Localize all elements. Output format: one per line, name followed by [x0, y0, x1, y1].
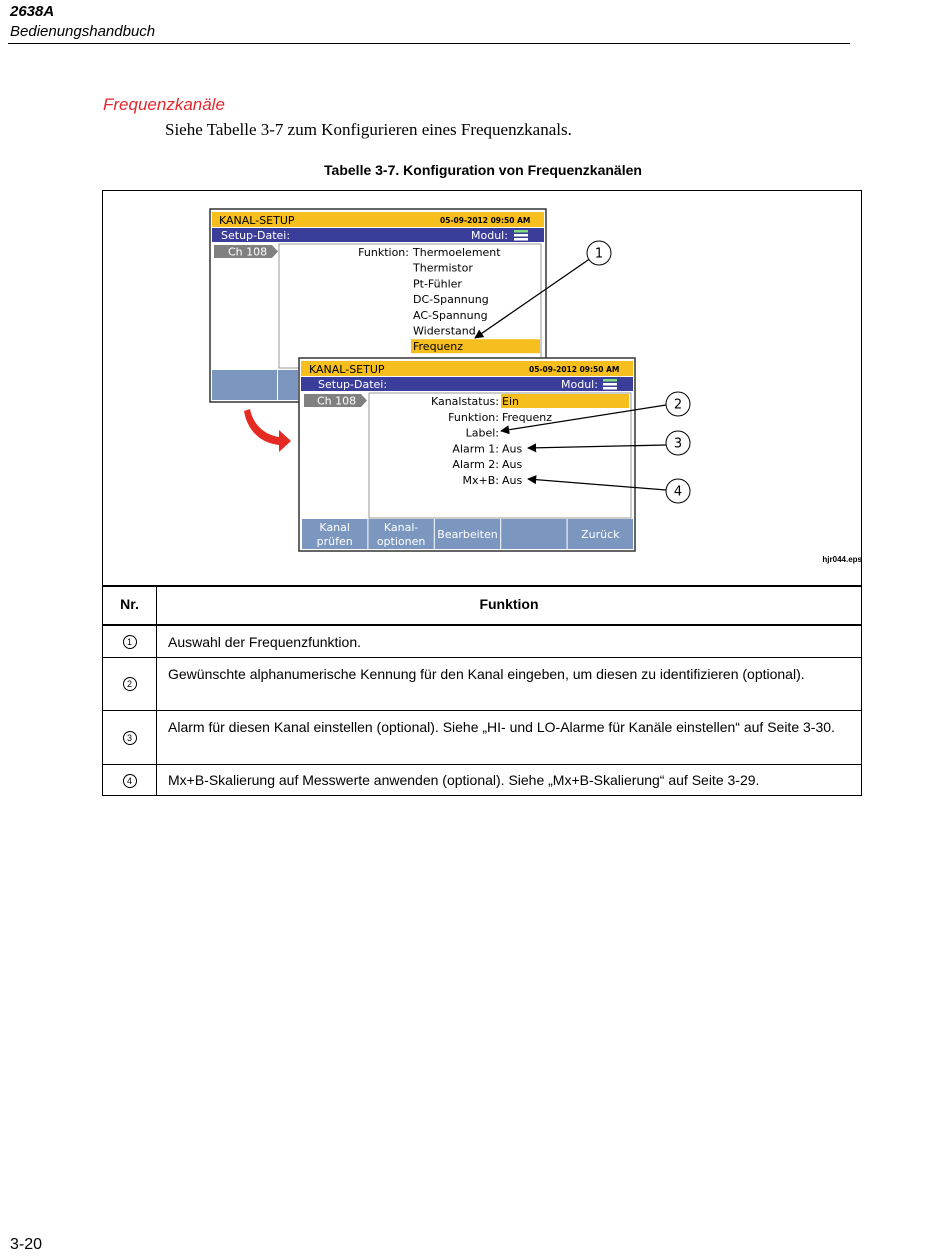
- doc-model: 2638A: [10, 3, 55, 20]
- field-value: Aus: [502, 474, 523, 487]
- back-setup-label: Setup-Datei:: [221, 229, 291, 242]
- column-header-function: Funktion: [479, 596, 539, 612]
- table-rule-top: [102, 585, 862, 587]
- back-function-label: Funktion:: [358, 246, 409, 259]
- front-channel-tag: Ch 108: [317, 394, 357, 408]
- back-datetime: 05-09-2012 09:50 AM: [440, 216, 531, 225]
- function-option: AC-Spannung: [413, 308, 488, 322]
- transition-arrow: [244, 409, 291, 452]
- field-value: Ein: [502, 395, 519, 408]
- back-channel-tag: Ch 108: [228, 245, 268, 259]
- page-number: 3-20: [10, 1236, 43, 1253]
- field-label: Mx+B:: [462, 474, 499, 487]
- function-option: Widerstand: [413, 324, 476, 338]
- row-text: Mx+B-Skalierung auf Messwerte anwenden (optional). Siehe „Mx+B-Skalierung“ auf Seite 3-29.: [168, 772, 760, 788]
- header-rule: [8, 43, 850, 44]
- table-rule-row1: [102, 657, 862, 658]
- table-rule-header: [102, 624, 862, 626]
- function-option: Pt-Fühler: [413, 277, 462, 291]
- function-option: Thermistor: [413, 261, 473, 275]
- softkey: [501, 519, 566, 549]
- doc-manual-title: Bedienungshandbuch: [10, 23, 156, 40]
- section-title: Frequenzkanäle: [103, 95, 225, 114]
- callout-number: 1: [594, 246, 604, 262]
- field-value: Aus: [502, 458, 523, 472]
- row-number: 2: [123, 677, 137, 691]
- callout-number: 2: [673, 397, 683, 413]
- front-modul-icon: [603, 379, 617, 390]
- field-label: Kanalstatus:: [430, 395, 499, 408]
- field-label: Alarm 1:: [452, 442, 499, 456]
- row-text: Gewünschte alphanumerische Kennung für den Kanal eingeben, um diesen zu identifizieren (optional).: [168, 666, 805, 682]
- field-highlight: [501, 394, 629, 408]
- table-rule-row2: [102, 710, 862, 711]
- field-label: Alarm 2:: [452, 458, 499, 472]
- function-option: Frequenz: [413, 340, 464, 354]
- row-number: 1: [123, 635, 137, 649]
- row-number: 3: [123, 731, 137, 745]
- front-softkeys: [302, 519, 633, 549]
- setup-figure: [103, 191, 861, 585]
- softkey-label: Zurück: [581, 528, 620, 541]
- back-modul-icon: [514, 230, 528, 241]
- row-number: 4: [123, 774, 137, 788]
- front-title: KANAL-SETUP: [309, 363, 385, 376]
- back-title: KANAL-SETUP: [219, 214, 295, 227]
- row-text: Alarm für diesen Kanal einstellen (optional). Siehe „HI- und LO-Alarme für Kanäle einstellen“ auf Seite 3-30.: [168, 719, 835, 735]
- front-datetime: 05-09-2012 09:50 AM: [529, 365, 620, 374]
- table-caption: Tabelle 3-7. Konfiguration von Frequenzkanälen: [324, 162, 642, 178]
- function-option: DC-Spannung: [413, 293, 489, 307]
- row-text: Auswahl der Frequenzfunktion.: [168, 634, 361, 650]
- front-modul-label: Modul:: [561, 378, 598, 391]
- field-value: Aus: [502, 442, 523, 456]
- softkey-label: Kanal: [319, 521, 350, 534]
- back-modul-label: Modul:: [471, 229, 508, 242]
- callout-number: 3: [673, 436, 683, 452]
- table-column-divider: [156, 586, 157, 796]
- figure-reference: hjr044.eps: [822, 555, 862, 564]
- table-rule-row3: [102, 764, 862, 765]
- front-setup-label: Setup-Datei:: [318, 378, 388, 391]
- softkey-label: prüfen: [316, 535, 353, 548]
- function-option: Thermoelement: [413, 246, 501, 259]
- softkey-label: optionen: [376, 535, 426, 548]
- softkey-label: Bearbeiten: [437, 528, 498, 541]
- callout-number: 4: [673, 484, 683, 500]
- softkey-label: Kanal-: [383, 521, 419, 534]
- column-header-no: Nr.: [120, 596, 139, 612]
- field-value: Frequenz: [502, 410, 553, 424]
- field-label: Funktion:: [448, 410, 499, 424]
- section-intro: Siehe Tabelle 3-7 zum Konfigurieren eines Frequenzkanals.: [165, 120, 572, 139]
- field-label: Label:: [465, 426, 499, 440]
- screen-front: [299, 358, 635, 551]
